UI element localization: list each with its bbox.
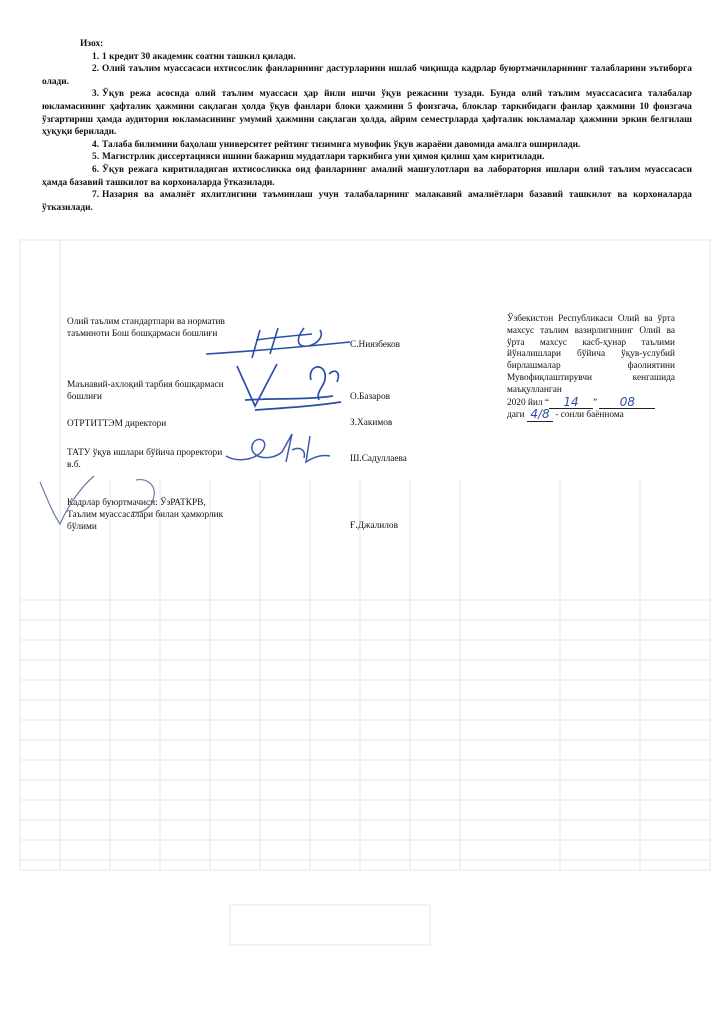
- note-text: 1 кредит 30 академик соатни ташкил қилади.: [102, 51, 296, 62]
- note-text: Ўқув режа асосида олий таълим муассаси ҳар йили ишчи ўқув режасини тузади. Бунда олий таълим муассасасига талабалар юкламасининг ҳафталик ҳажмини сақлаган ҳолда ўқув фанлари блоки ҳажмини 5 фоизгача, блоклар таркибидаги фанлар ҳажмини 10 фоизгача ўзгартириш ҳамда аудитория юкламасининг умумий ҳажмини сақлаган ҳолда, айрим семестрларда ҳафталик юкламалар ҳажмини эркин белгилаш ҳуқуқи берилади.: [42, 89, 692, 138]
- note-text: Магистрлик диссертацияси ишини бажариш муддатлари таркибига уни ҳимоя қилиш ҳам киритилади.: [102, 152, 545, 163]
- note-number: 3.: [92, 89, 100, 100]
- approval-year: 2020: [507, 397, 526, 408]
- note-item: [42, 151, 692, 164]
- note-item: [42, 63, 692, 88]
- note-number: 6.: [92, 164, 100, 175]
- approval-text: Ўзбекистон Республикаси Олий ва ўрта махсус таълим вазирлигининг Олий ва ўрта махсус касб-ҳунар таълими йўналишлари бўйича ўқув-услубий бирлашмалар фаолиятини Мувофиқлаштирувчи кенгашида маъқулланган: [507, 314, 675, 395]
- signatory-position: ТАТУ ўқув ишлари бўйича проректори в.б.: [67, 448, 223, 470]
- approval-protocol: [507, 409, 675, 422]
- approval-date: 2020 йил “ 14 ” 08: [507, 397, 675, 410]
- approval-month: 08: [599, 397, 655, 410]
- note-item: [42, 189, 692, 214]
- signatory-name: Ш.Садуллаева: [350, 454, 407, 464]
- signatory-position: Кадрлар буюртмачиси: ЎзРАТКРВ, Таълим муассасалари билан ҳамкорлик бўлими: [67, 498, 224, 532]
- note-number: 7.: [92, 190, 100, 201]
- notes-section: [42, 38, 692, 214]
- note-text: Олий таълим муассасаси ихтисослик фанларининг дастурларини ишлаб чиқишда кадрлар буюртмачиларининг талабларини эътиборга олади.: [42, 64, 692, 87]
- approval-day: 14: [549, 397, 593, 410]
- note-number: 4.: [92, 139, 100, 150]
- note-number: 5.: [92, 152, 100, 163]
- note-item: [42, 164, 692, 189]
- signatory-position: Олий таълим стандартлари ва норматив таъминоти Бош бошқармаси бошлиғи: [67, 317, 225, 339]
- note-text: Назария ва амалиёт яхлитлигини таъминлаш учун талабаларнинг малакавий амалиётлари базавий ташкилот ва корхоналарда ўтказилади.: [42, 190, 692, 213]
- note-text: Талаба билимини баҳолаш университет рейтинг тизимига мувофик ўқув жараёни давомида амалга оширилади.: [102, 139, 581, 150]
- approval-date-suffix: даги: [507, 410, 525, 421]
- signatory-name: С.Ниязбеков: [350, 340, 400, 350]
- signatory-name: З.Хакимов: [350, 418, 393, 428]
- approval-protocol-suffix: - сонли баённома: [555, 410, 624, 421]
- signatory-name: О.Базаров: [350, 392, 390, 402]
- notes-title: Изох:: [80, 39, 104, 49]
- note-item: [42, 88, 692, 138]
- note-item: [42, 51, 692, 64]
- signatory-position: Маънавий-ахлоқий тарбия бошқармаси бошлиғи: [67, 380, 224, 402]
- approval-protocol-number: 4/8: [527, 409, 553, 422]
- note-number: 1.: [92, 51, 100, 62]
- note-item: [42, 139, 692, 152]
- signature-sadullaeva: [220, 428, 340, 468]
- note-number: 2.: [92, 64, 100, 75]
- approval-block: [507, 314, 675, 422]
- note-text: Ўқув режага киритиладиган ихтисосликка оид фанларнинг амалий машғулотлари ва лаборатория ишлари олий таълим муассасаси ҳамда базавий ташкилот ва корхоналарда ўтказилади.: [42, 164, 692, 188]
- signatory-name: Ғ.Джалилов: [350, 521, 398, 531]
- signatory-position: ОТРТИТТЭМ директори: [67, 419, 167, 429]
- approval-year-word: йил: [527, 397, 543, 408]
